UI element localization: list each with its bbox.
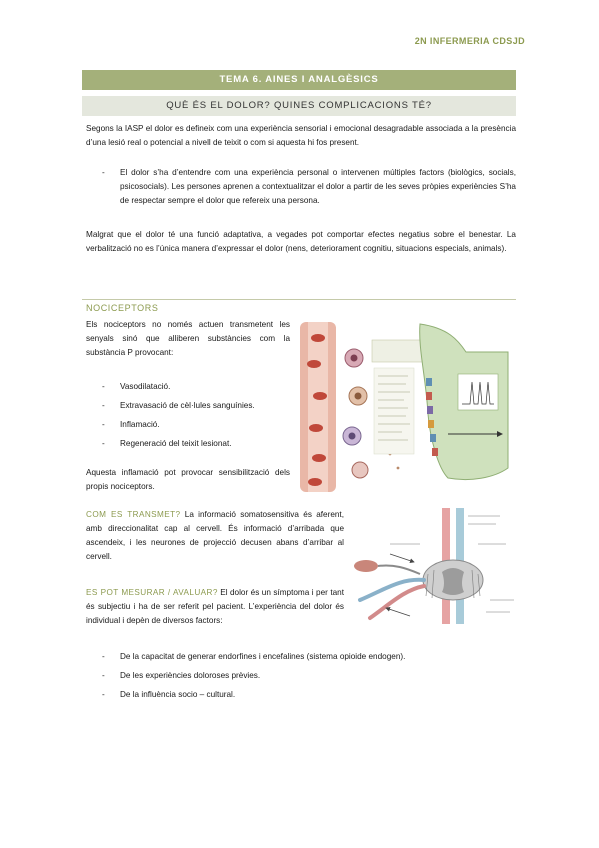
list-item: - Vasodilatació. <box>86 380 290 394</box>
page-title: TEMA 6. AINES I ANALGÈSICS <box>82 70 516 90</box>
nociceptor-inflammation-figure <box>298 318 520 496</box>
nociceptor-effects-list <box>86 380 290 456</box>
transmission-heading: COM ES TRANSMET? <box>86 510 181 519</box>
measure-text: El dolor és un símptoma i per tant és subjectiu i ha de ser referit pel pacient. L’experiència del dolor és individual i depèn de diversos factors: <box>86 588 344 625</box>
intro-paragraph: Segons la IASP el dolor es defineix com una experiència sensorial i emocional desagradable associada a la presència d’una lesió real o potencial a nivell de teixit o com si aquesta hi fos present. <box>86 124 516 147</box>
intro-bullet-list <box>86 166 516 208</box>
list-item: - Extravasació de cèl·lules sanguínies. <box>86 399 290 413</box>
list-item: - De la influència socio – cultural. <box>86 688 516 702</box>
nociceptors-paragraph: Els nociceptors no només actuen transmetent les senyals sinó que alliberen substàncies com la substància P provocant: <box>86 320 290 357</box>
list-item: - El dolor s’ha d’entendre com una experiència personal o intervenen múltiples factors (biològics, socials, psicosocials). Les persones aprenen a contextualitzar el dolor a partir de les seves pròpies experiències S’ha de respectar sempre el dolor que refereix una persona. <box>86 166 516 208</box>
nociceptors-paragraph-2: Aquesta inflamació pot provocar sensibilització dels propis nociceptors. <box>86 468 290 491</box>
section-title: QUÈ ÉS EL DOLOR? QUINES COMPLICACIONS TÉ? <box>82 96 516 116</box>
list-item: - Regeneració del teixit lesionat. <box>86 437 290 451</box>
intro-paragraph-2: Malgrat que el dolor té una funció adaptativa, a vegades pot comportar efectes negatius sobre el benestar. La verbalització no es l’única manera d’expressar el dolor (nens, deteriorament cognitiu, situacions especials, animals). <box>86 230 516 253</box>
list-item: - De les experiències doloroses prèvies. <box>86 669 516 683</box>
pain-factors-list <box>86 650 516 707</box>
measure-heading: ES POT MESURAR / AVALUAR? <box>86 588 218 597</box>
transmission-text: La informació somatosensitiva és aferent, amb direccionalitat cap al cervell. És informació d’arribada que ascendeix, i les neurones de projecció decusen abans d’arribar al cervell. <box>86 510 344 561</box>
measure-paragraph <box>86 586 344 628</box>
list-item: - De la capacitat de generar endorfines i encefalines (sistema opioide endogen). <box>86 650 516 664</box>
transmission-paragraph <box>86 508 344 564</box>
gray-matter <box>442 568 464 595</box>
nociceptors-heading: NOCICEPTORS <box>86 303 159 313</box>
list-item: - Inflamació. <box>86 418 290 432</box>
spinal-cord-figure <box>350 504 520 628</box>
header-course-tag: 2N INFERMERIA CDSJD <box>414 36 525 46</box>
section-divider <box>82 299 516 300</box>
muscle <box>354 560 378 572</box>
